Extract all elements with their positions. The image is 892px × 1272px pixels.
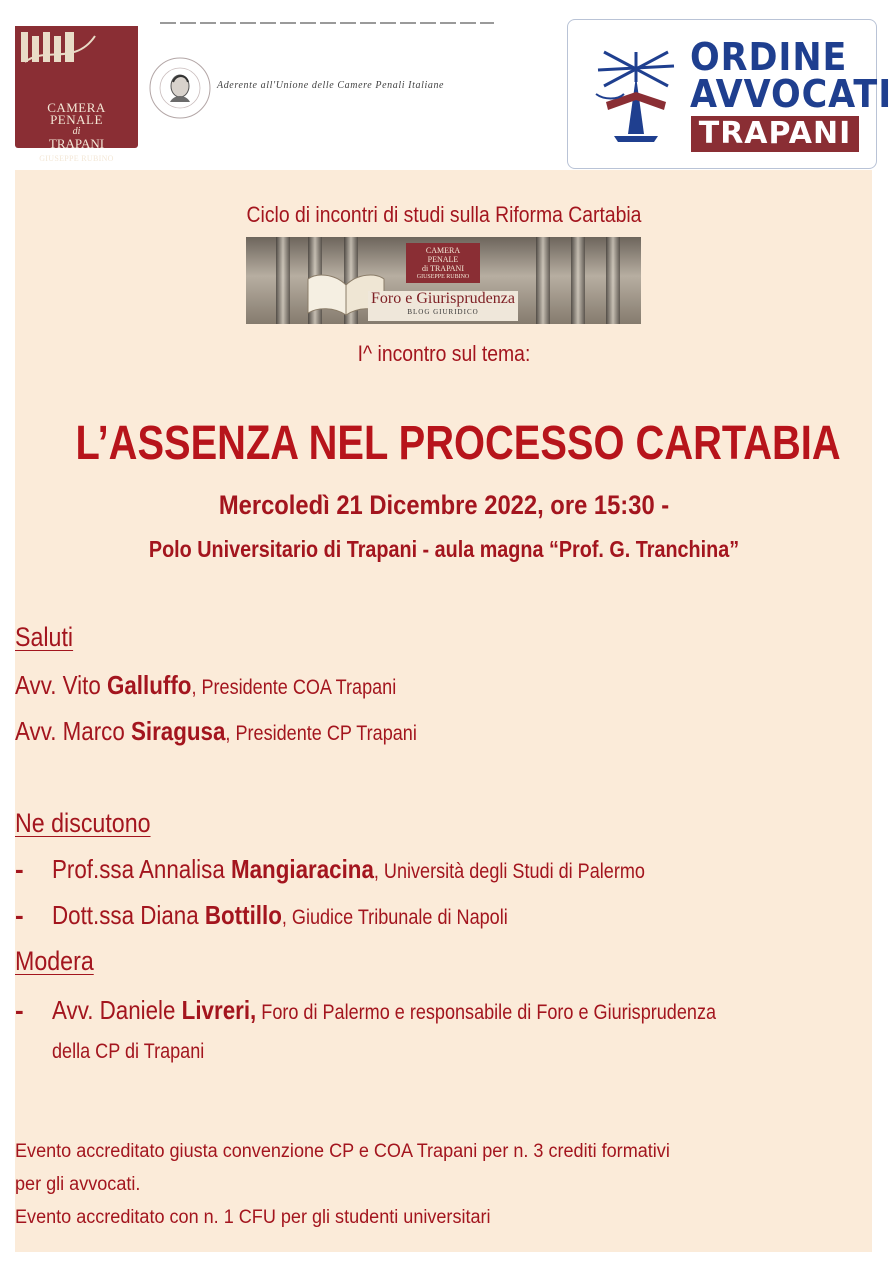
decorative-rule (160, 22, 494, 24)
cp-logo-line4: TRAPANI (48, 136, 105, 151)
section-heading-saluti: Saluti (15, 622, 74, 652)
speaker-surname: Bottillo (204, 900, 282, 930)
ordine-avvocati-logo (567, 19, 892, 169)
banner-blog-title: Foro e Giurisprudenza (371, 290, 515, 307)
oa-word-ordine: ORDINE (690, 35, 848, 79)
banner-blog-subtitle: BLOG GIURIDICO (407, 308, 479, 316)
tower-icon (15, 26, 138, 62)
header (0, 0, 892, 172)
moderator-role: Foro di Palermo e responsabile di Foro e Giurisprudenza (256, 1001, 717, 1024)
banner-cp-line1: CAMERA (425, 246, 461, 255)
moderator-line-cont (52, 1040, 204, 1064)
speaker-name: Avv. Marco (15, 716, 131, 746)
ucpi-seal-icon (148, 56, 212, 120)
oa-band-trapani: TRAPANI (691, 116, 859, 152)
cycle-subtitle: Ciclo di incontri di studi sulla Riforma Cartabia (246, 202, 642, 227)
speaker-role: , Presidente CP Trapani (225, 722, 417, 745)
speaker-line (52, 900, 508, 931)
camera-penale-logo (15, 26, 138, 163)
banner-cp-line3: di TRAPANI (421, 264, 464, 273)
cp-logo-line5: GIUSEPPE RUBINO (39, 154, 114, 163)
theme-intro: I^ incontro sul tema: (357, 341, 531, 366)
banner-column (276, 237, 290, 324)
speaker-surname: Siragusa (130, 716, 226, 746)
speaker-line (15, 670, 396, 701)
speaker-name: Avv. Vito (15, 670, 107, 700)
section-heading-modera: Modera (15, 946, 94, 976)
speaker-surname: Mangiaracina (230, 854, 374, 884)
speaker-role: , Università degli Studi di Palermo (373, 860, 645, 883)
event-venue: Polo Universitario di Trapani - aula magna “Prof. G. Tranchina” (148, 536, 740, 562)
accreditation-note: Evento accreditato giusta convenzione CP e COA Trapani per n. 3 crediti formativi (15, 1141, 670, 1162)
cp-logo-line1: CAMERA (47, 100, 106, 115)
moderator-surname: Livreri, (181, 995, 257, 1025)
poster-background (15, 170, 872, 1252)
banner-blog-box (368, 291, 518, 321)
cp-logo-line2: PENALE (50, 112, 103, 127)
banner-cp-logo (406, 243, 480, 283)
scales-of-justice-icon (584, 42, 688, 146)
accreditation-note: Evento accreditato con n. 1 CFU per gli studenti universitari (15, 1207, 491, 1228)
banner-cp-line4: GIUSEPPE RUBINO (416, 274, 470, 280)
event-title: L’ASSENZA NEL PROCESSO CARTABIA (75, 417, 841, 470)
speaker-name: Dott.ssa Diana (52, 900, 205, 930)
speaker-line (15, 716, 417, 747)
moderator-line (52, 995, 716, 1026)
cp-logo-line3: di (72, 126, 81, 137)
moderator-name: Avv. Daniele (52, 995, 182, 1025)
speaker-role: , Giudice Tribunale di Napoli (281, 906, 508, 929)
banner-column (606, 237, 620, 324)
section-heading-discutono: Ne discutono (15, 808, 151, 838)
oa-word-avvocati: AVVOCATI (690, 72, 892, 116)
accreditation-note: per gli avvocati. (15, 1174, 141, 1195)
banner-cp-line2: PENALE (427, 255, 459, 264)
list-bullet: - (15, 995, 24, 1025)
banner-column (536, 237, 550, 324)
ucpi-caption: Aderente all'Unione delle Camere Penali Italiane (217, 80, 445, 91)
banner-column (571, 237, 585, 324)
list-bullet: - (15, 900, 24, 930)
foro-giurisprudenza-banner (246, 237, 641, 324)
list-bullet: - (15, 854, 24, 884)
speaker-role: , Presidente COA Trapani (191, 676, 397, 699)
event-date: Mercoledì 21 Dicembre 2022, ore 15:30 - (218, 490, 670, 520)
speaker-name: Prof.ssa Annalisa (52, 854, 231, 884)
speaker-line (52, 854, 645, 885)
moderator-role-cont: della CP di Trapani (52, 1040, 205, 1063)
speaker-surname: Galluffo (106, 670, 192, 700)
